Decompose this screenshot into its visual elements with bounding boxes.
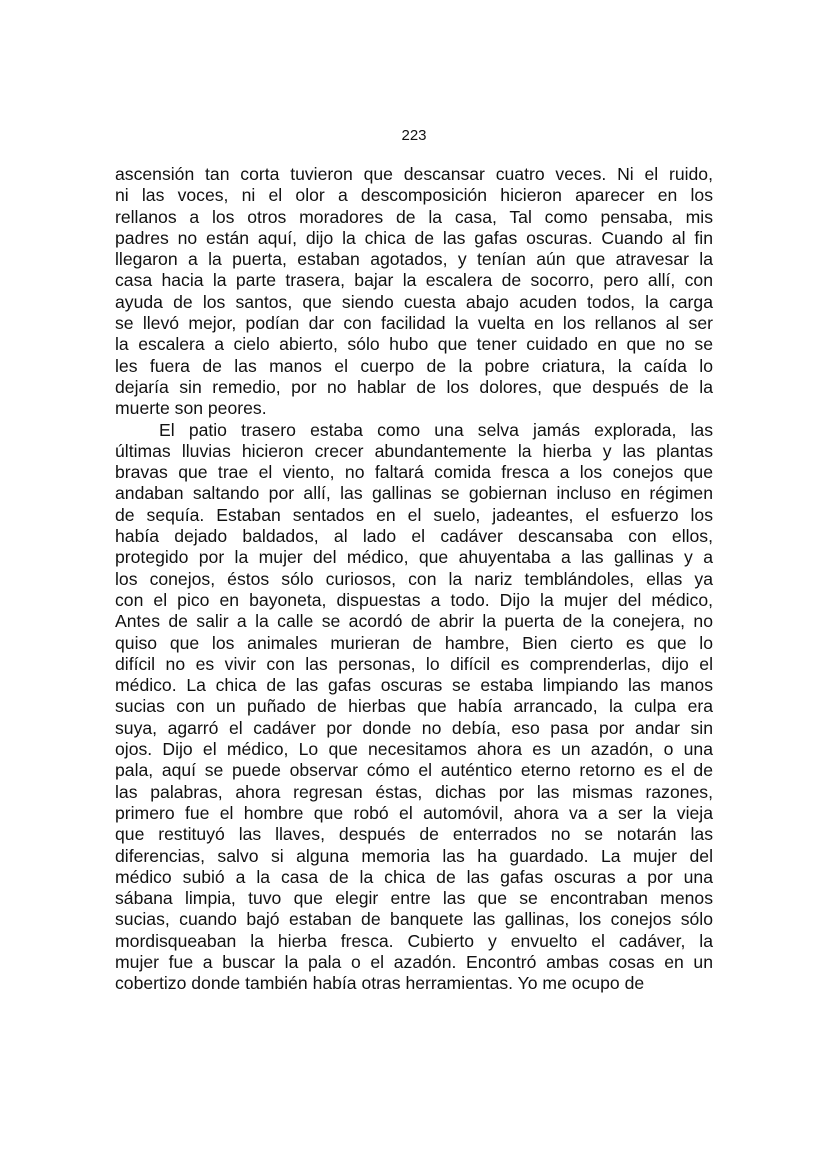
text-line: médico. La chica de las gafas oscuras se estaba limpiando las manos — [115, 675, 713, 696]
text-line: casa hacia la parte trasera, bajar la escalera de socorro, pero allí, con — [115, 270, 713, 291]
text-line: las palabras, ahora regresan éstas, dichas por las mismas razones, — [115, 781, 713, 802]
text-line: andaban saltando por allí, las gallinas se gobiernan incluso en régimen — [115, 483, 713, 504]
text-line: la escalera a cielo abierto, sólo hubo que tener cuidado en que no se — [115, 334, 713, 355]
text-line: se llevó mejor, podían dar con facilidad la vuelta en los rellanos al ser — [115, 313, 713, 334]
text-line: pala, aquí se puede observar cómo el auténtico eterno retorno es el de — [115, 760, 713, 781]
text-line: Antes de salir a la calle se acordó de abrir la puerta de la conejera, no — [115, 611, 713, 632]
text-line: de sequía. Estaban sentados en el suelo, jadeantes, el esfuerzo los — [115, 504, 713, 525]
text-line: cobertizo donde también había otras herramientas. Yo me ocupo de — [115, 973, 645, 994]
text-line: diferencias, salvo si alguna memoria las ha guardado. La mujer del — [115, 845, 713, 866]
text-line: dejaría sin remedio, por no hablar de los dolores, que después de la — [115, 376, 713, 397]
text-line: mordisqueaban la hierba fresca. Cubierto y envuelto el cadáver, la — [115, 930, 713, 951]
text-line: ni las voces, ni el olor a descomposición hicieron aparecer en los — [115, 185, 713, 206]
text-line: El patio trasero estaba como una selva jamás explorada, las — [159, 419, 713, 440]
text-line: rellanos a los otros moradores de la casa, Tal como pensaba, mis — [115, 206, 713, 227]
text-line: que restituyó las llaves, después de enterrados no se notarán las — [115, 824, 713, 845]
text-line: muerte son peores. — [115, 398, 267, 419]
text-line: quiso que los animales murieran de hambre, Bien cierto es que lo — [115, 632, 713, 653]
text-line: médico subió a la casa de la chica de las gafas oscuras a por una — [115, 866, 713, 887]
text-line: ayuda de los santos, que siendo cuesta abajo acuden todos, la carga — [115, 291, 713, 312]
text-line: últimas lluvias hicieron crecer abundantemente la hierba y las plantas — [115, 440, 713, 461]
text-line: difícil no es vivir con las personas, lo difícil es comprenderlas, dijo el — [115, 653, 713, 674]
text-line: bravas que trae el viento, no faltará comida fresca a los conejos que — [115, 462, 713, 483]
text-line: llegaron a la puerta, estaban agotados, y tenían aún que atravesar la — [115, 249, 713, 270]
text-line: ascensión tan corta tuvieron que descansar cuatro veces. Ni el ruido, — [115, 164, 713, 184]
text-line: ojos. Dijo el médico, Lo que necesitamos ahora es un azadón, o una — [115, 739, 713, 760]
page-number: 223 — [401, 127, 427, 144]
text-line: protegido por la mujer del médico, que ahuyentaba a las gallinas y a — [115, 547, 713, 568]
text-line: primero fue el hombre que robó el automóvil, ahora va a ser la vieja — [115, 802, 713, 823]
text-line: sucias, cuando bajó estaban de banquete las gallinas, los conejos sólo — [115, 909, 713, 930]
body-text — [115, 164, 713, 995]
text-line: les fuera de las manos el cuerpo de la pobre criatura, la caída lo — [115, 355, 713, 376]
text-line: con el pico en bayoneta, dispuestas a todo. Dijo la mujer del médico, — [115, 589, 713, 610]
paragraph — [115, 420, 713, 995]
text-line: mujer fue a buscar la pala o el azadón. Encontró ambas cosas en un — [115, 951, 713, 972]
text-line: sucias con un puñado de hierbas que había arrancado, la culpa era — [115, 696, 713, 717]
paragraph — [115, 164, 713, 420]
text-line: suya, agarró el cadáver por donde no debía, eso pasa por andar sin — [115, 717, 713, 738]
text-line: había dejado baldados, al lado el cadáver descansaba con ellos, — [115, 526, 713, 547]
text-line: padres no están aquí, dijo la chica de las gafas oscuras. Cuando al fin — [115, 227, 713, 248]
text-line: los conejos, éstos sólo curiosos, con la nariz temblándoles, ellas ya — [115, 568, 713, 589]
text-line: sábana limpia, tuvo que elegir entre las que se encontraban menos — [115, 888, 713, 909]
